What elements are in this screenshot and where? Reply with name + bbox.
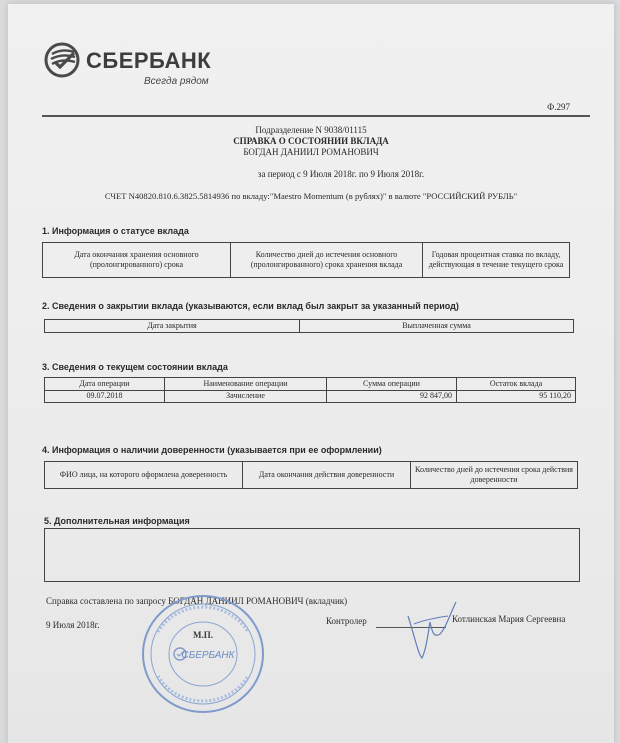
status-header-days-left: Количество дней до истечения основного (пролонгированного) срока хранения вклада (231, 243, 423, 277)
status-table (42, 242, 570, 278)
status-header-end-date: Дата окончания хранения основного (пролонгированного) срока (43, 243, 231, 277)
closure-table (44, 319, 574, 333)
current-header-amount: Сумма операции (327, 378, 457, 390)
signature-icon (400, 594, 460, 664)
additional-info-box (44, 528, 580, 582)
stamp-mp-text: М.П. (193, 630, 213, 640)
current-state-table (44, 377, 576, 403)
stamp-bank-text: СБЕРБАНК (181, 650, 235, 661)
division-number: Подразделение N 9038/01115 (255, 125, 367, 135)
bank-stamp-icon (138, 592, 268, 716)
account-line: СЧЕТ N40820.810.6.3825.5814936 по вкладу:"Maestro Momentum (в рублях)" в валюте "РОССИЙСКИЙ РУБЛЬ" (104, 191, 518, 201)
issue-date: 9 Июля 2018г. (46, 620, 100, 630)
form-code: Ф.297 (547, 102, 570, 112)
section-4-title: 4. Информация о наличии доверенности (указывается при ее оформлении) (42, 445, 382, 455)
current-header-date: Дата операции (45, 378, 165, 390)
document-sheet (8, 4, 614, 743)
requested-by-line: Справка составлена по запросу БОГДАН ДАНИИЛ РОМАНОВИЧ (вкладчик) (46, 596, 348, 606)
attorney-header-days-left: Количество дней до истечения срока действия доверенности (415, 465, 573, 484)
sberbank-logo-icon (44, 42, 80, 78)
document-title: СПРАВКА О СОСТОЯНИИ ВКЛАДА (233, 136, 389, 146)
status-header-rate: Годовая процентная ставка по вкладу, действующая в течение текущего срока (428, 250, 564, 269)
closure-header-amount: Выплаченная сумма (402, 321, 471, 330)
section-5-title: 5. Дополнительная информация (44, 516, 190, 526)
attorney-header-end-date: Дата окончания действия доверенности (243, 462, 411, 488)
bank-name: СБЕРБАНК (86, 48, 212, 73)
report-period: за период с 9 Июля 2018г. по 9 Июля 2018г. (257, 169, 425, 179)
table-row-amount: 92 847,00 (327, 390, 457, 402)
section-3-title: 3. Сведения о текущем состоянии вклада (42, 362, 228, 372)
table-row-operation: Зачисление (165, 390, 327, 402)
account-holder: БОГДАН ДАНИИЛ РОМАНОВИЧ (243, 147, 379, 157)
section-2-title: 2. Сведения о закрытии вклада (указываются, если вклад был закрыт за указанный период) (42, 301, 459, 311)
attorney-header-name: ФИО лица, на которого оформлена доверенность (45, 462, 243, 488)
header-divider (42, 115, 590, 117)
table-row-date: 09.07.2018 (45, 390, 165, 402)
controller-label: Контролер (326, 616, 367, 626)
bank-slogan: Всегда рядом (144, 76, 209, 87)
section-1-title: 1. Информация о статусе вклада (42, 226, 189, 236)
controller-name: Котлинская Мария Сергеевна (452, 614, 566, 624)
current-header-operation: Наименование операции (165, 378, 327, 390)
table-row-balance: 95 110,20 (539, 391, 571, 400)
closure-header-date: Дата закрытия (45, 320, 300, 332)
power-of-attorney-table (44, 461, 578, 489)
current-header-balance: Остаток вклада (489, 379, 543, 388)
